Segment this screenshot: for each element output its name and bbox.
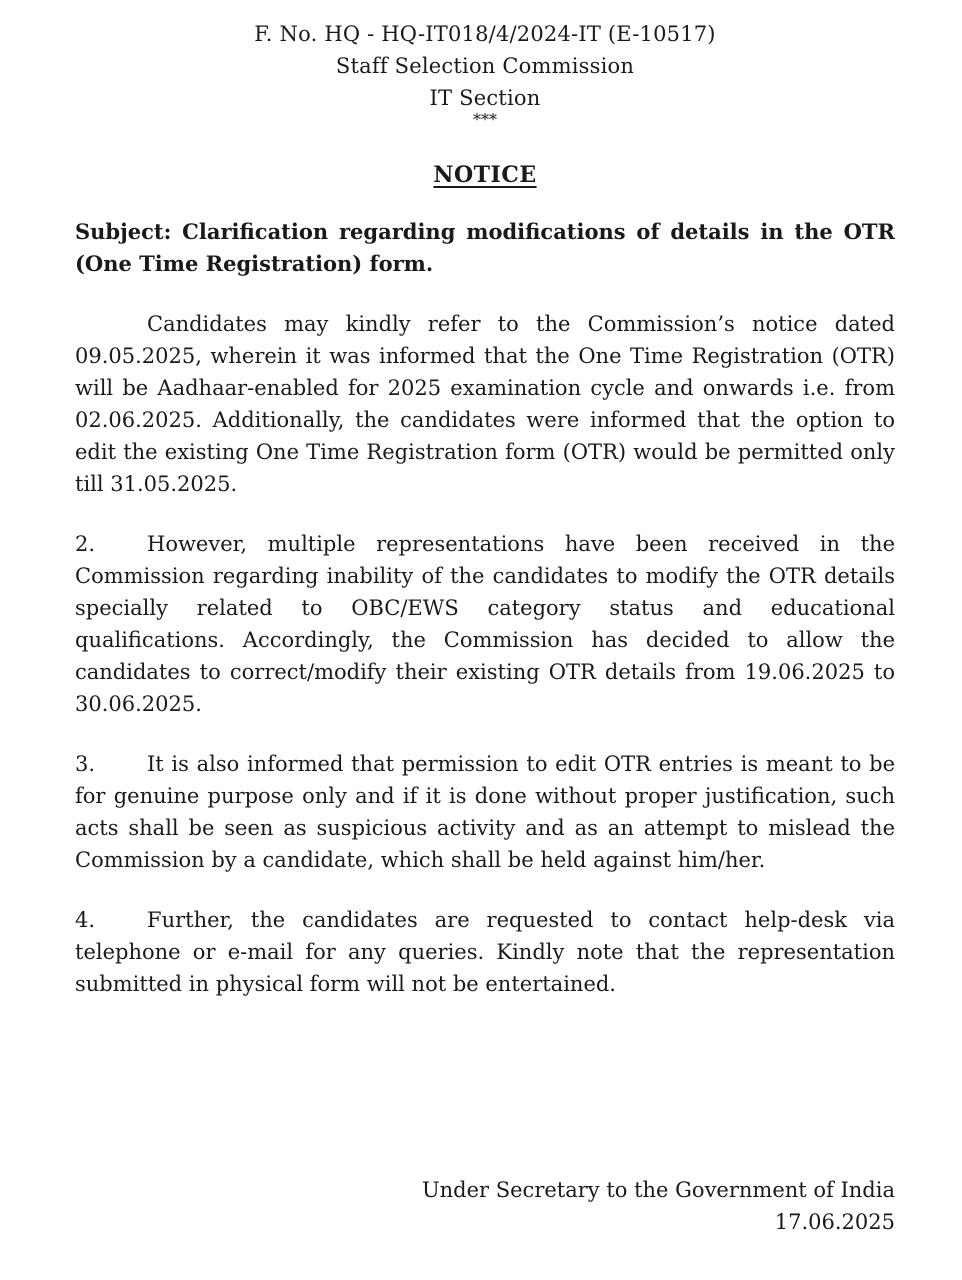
notice-document — [75, 18, 895, 1000]
paragraph-2 — [75, 528, 895, 720]
paragraph-1 — [75, 308, 895, 500]
paragraph-3 — [75, 748, 895, 876]
paragraph-number: 3. — [75, 752, 96, 776]
signatory-designation: Under Secretary to the Government of India — [421, 1178, 895, 1202]
file-number: F. No. HQ - HQ-IT018/4/2024-IT (E-10517) — [254, 22, 716, 46]
signature-block — [422, 1174, 895, 1238]
paragraph-number: 4. — [75, 908, 96, 932]
notice-subject: Subject: Clarification regarding modifications of details in the OTR (One Time Registration) form. — [75, 219, 895, 276]
section-name: IT Section — [429, 86, 541, 110]
notice-date: 17.06.2025 — [774, 1210, 895, 1234]
paragraph-text: Further, the candidates are requested to contact help-desk via telephone or e-mail for any queries. Kindly note that the representation submitted in physical form will not be entertained. — [75, 908, 895, 996]
document-header — [75, 18, 895, 114]
paragraph-number: 2. — [75, 532, 96, 556]
paragraph-4 — [75, 904, 895, 1000]
paragraph-text: It is also informed that permission to edit OTR entries is meant to be for genuine purpose only and if it is done without proper justification, such acts shall be seen as suspicious activity and as an attempt to mislead the Commission by a candidate, which shall be held against him/her. — [75, 752, 895, 872]
paragraph-text: Candidates may kindly refer to the Commission’s notice dated 09.05.2025, wherein it was informed that the One Time Registration (OTR) will be Aadhaar-enabled for 2025 examination cycle and onwards i.e. from 02.06.2025. Additionally, the candidates were informed that the option to edit the existing One Time Registration form (OTR) would be permitted only till 31.05.2025. — [75, 312, 895, 496]
notice-title: NOTICE — [433, 162, 537, 188]
header-separator: *** — [473, 110, 497, 129]
paragraph-text: However, multiple representations have been received in the Commission regarding inability of the candidates to modify the OTR details specially related to OBC/EWS category status and educational qualifications. Accordingly, the Commission has decided to allow the candidates to correct/modify their existing OTR details from 19.06.2025 to 30.06.2025. — [75, 532, 895, 716]
organization-name: Staff Selection Commission — [335, 54, 635, 78]
